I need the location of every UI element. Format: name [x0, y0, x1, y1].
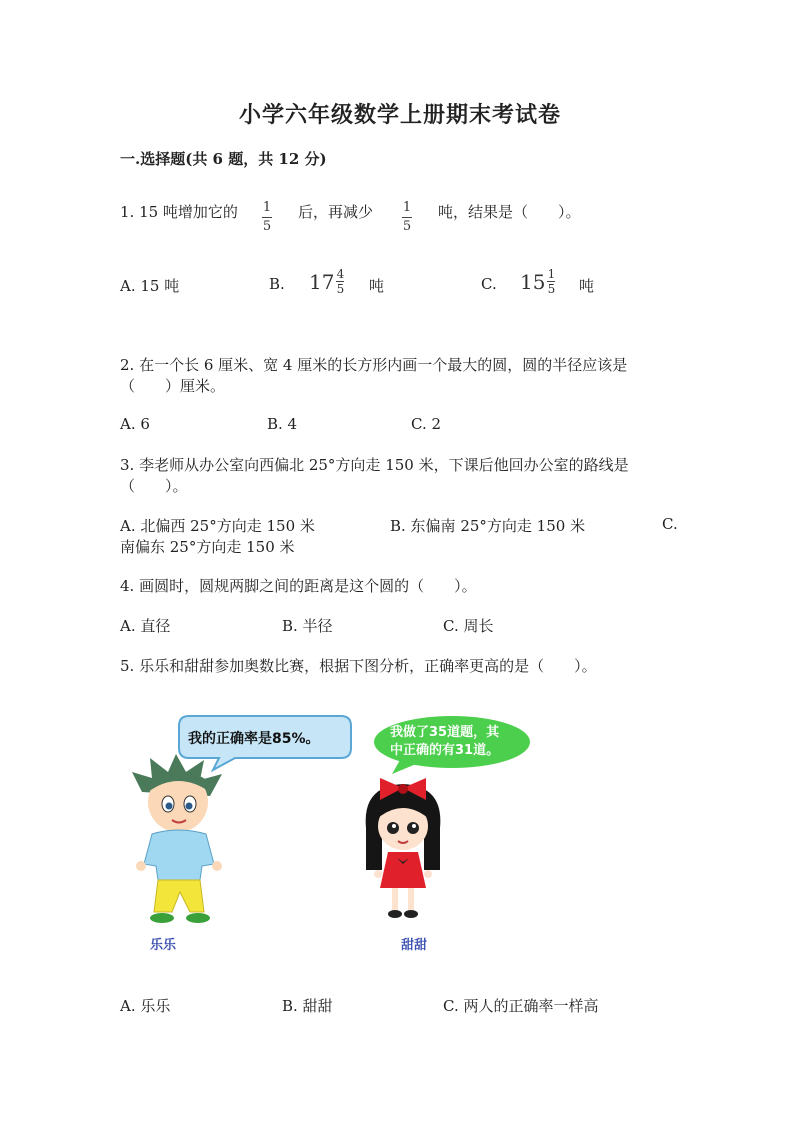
q1-frac2-numerator: 1 [402, 200, 412, 215]
q1-option-c-value [520, 268, 555, 295]
q1-option-c-denominator: 5 [547, 282, 556, 296]
q1-frac2-denominator: 5 [402, 219, 412, 234]
q4-option-a: A. 直径 [120, 617, 171, 635]
q3-option-a: A. 北偏西 25°方向走 150 米 [120, 517, 315, 535]
q1-option-c-label: C. [481, 275, 497, 293]
q1-option-b-unit: 吨 [369, 277, 385, 295]
q1-option-b-label: B. [269, 275, 285, 293]
q1-option-b-denominator: 5 [336, 282, 345, 296]
kid-label-lele: 乐乐 [150, 938, 177, 953]
speech-bubble-tiantian-text [390, 724, 499, 760]
q1-frac1-denominator: 5 [262, 219, 272, 234]
q1-fraction-2 [402, 196, 412, 234]
q3-option-c-label: C. [662, 515, 678, 533]
kid-label-tiantian: 甜甜 [401, 938, 428, 953]
q5-option-b: B. 甜甜 [282, 997, 333, 1015]
q2-option-b: B. 4 [267, 415, 298, 433]
q1-option-a: A. 15 吨 [120, 277, 180, 295]
q5-illustration [120, 700, 560, 960]
q1-text-part1: 1. 15 吨增加它的 [120, 203, 238, 221]
q2-text-line2: （ ）厘米。 [120, 377, 226, 395]
q4-option-b: B. 半径 [282, 617, 333, 635]
q1-frac1-numerator: 1 [262, 200, 272, 215]
q1-option-c-unit: 吨 [579, 277, 595, 295]
girl-figure [358, 778, 448, 922]
q1-text-part2: 后，再减少 [298, 203, 374, 221]
speech-bubble-tiantian-line2: 中正确的有31道。 [390, 743, 500, 758]
q1-fraction-1 [262, 196, 272, 234]
q3-text-line2: （ ）。 [120, 477, 188, 495]
q3-option-c-text: 南偏东 25°方向走 150 米 [120, 538, 295, 556]
q3-text-line1: 3. 李老师从办公室向西偏北 25°方向走 150 米，下课后他回办公室的路线是 [120, 456, 629, 474]
q5-text: 5. 乐乐和甜甜参加奥数比赛，根据下图分析，正确率更高的是（ ）。 [120, 657, 597, 675]
boy-figure [130, 752, 230, 928]
q1-option-c-numerator: 1 [547, 267, 556, 281]
q1-option-b-numerator: 4 [336, 267, 345, 281]
speech-bubble-tiantian-line1: 我做了35道题，其 [390, 725, 500, 740]
q1-option-b-whole: 17 [309, 269, 335, 294]
q5-option-a: A. 乐乐 [120, 997, 171, 1015]
q1-text-part3: 吨，结果是（ ）。 [438, 203, 581, 221]
q1-option-b-value [309, 268, 344, 295]
q2-text-line1: 2. 在一个长 6 厘米、宽 4 厘米的长方形内画一个最大的圆，圆的半径应该是 [120, 356, 628, 374]
q1-option-c-whole: 15 [520, 269, 546, 294]
q5-option-c: C. 两人的正确率一样高 [443, 997, 599, 1015]
q3-option-b: B. 东偏南 25°方向走 150 米 [390, 517, 586, 535]
page-title: 小学六年级数学上册期末考试卷 [238, 102, 561, 128]
q2-option-c: C. 2 [411, 415, 442, 433]
section-heading: 一.选择题(共 6 题，共 12 分) [120, 150, 327, 168]
speech-bubble-lele-text: 我的正确率是85%。 [188, 731, 320, 747]
q2-option-a: A. 6 [120, 415, 150, 433]
q4-text: 4. 画圆时，圆规两脚之间的距离是这个圆的（ ）。 [120, 577, 477, 595]
q4-option-c: C. 周长 [443, 617, 494, 635]
